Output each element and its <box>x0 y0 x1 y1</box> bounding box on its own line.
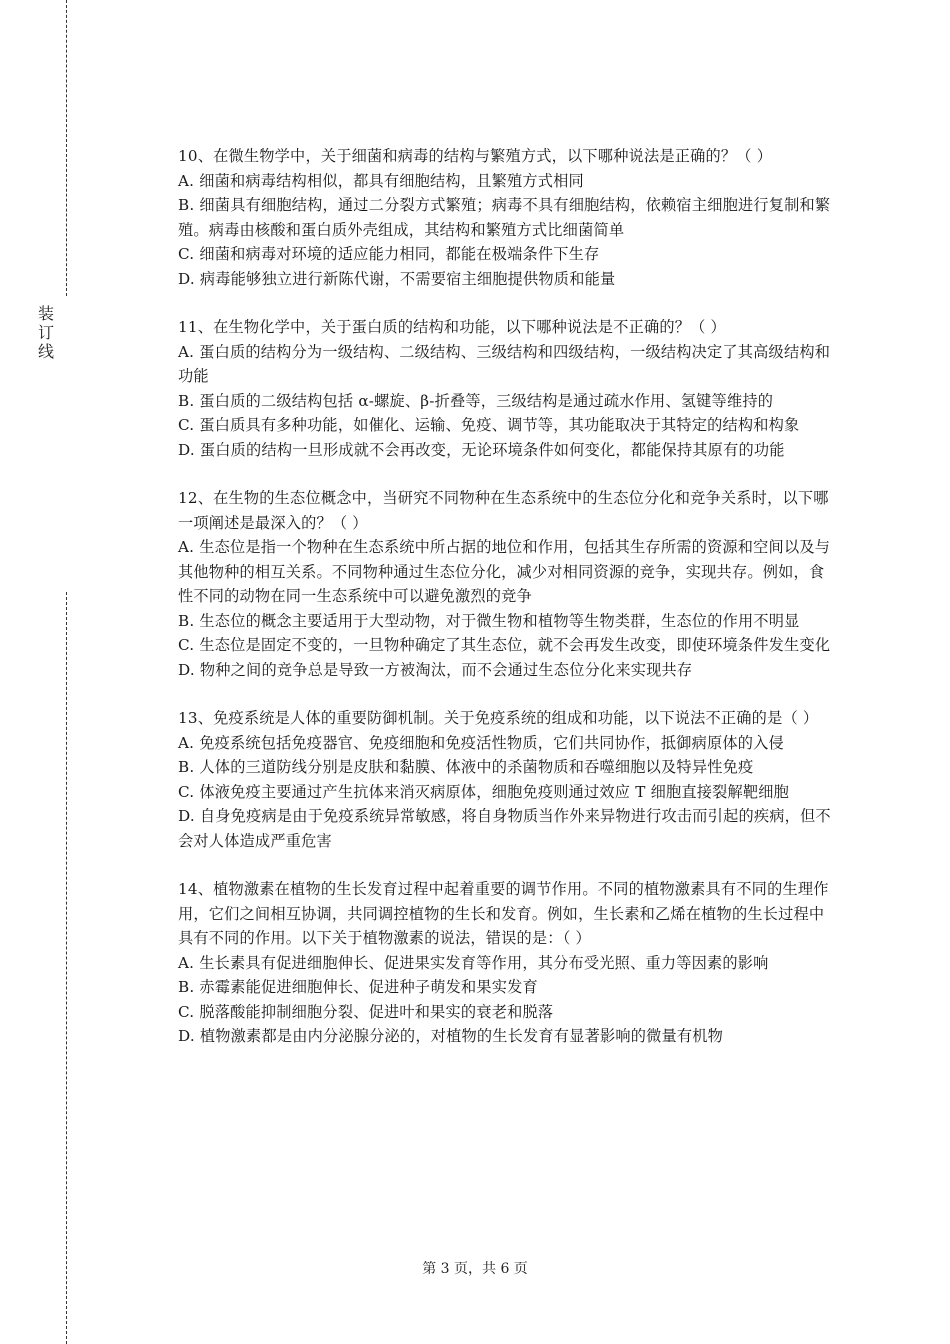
question-13 <box>178 706 838 853</box>
option-b: B. 赤霉素能促进细胞伸长、促进种子萌发和果实发育 <box>178 978 538 996</box>
option-b: B. 蛋白质的二级结构包括 α-螺旋、β-折叠等，三级结构是通过疏水作用、氢键等维持的 <box>178 391 774 410</box>
option-a: A. 细菌和病毒结构相似，都具有细胞结构，且繁殖方式相同 <box>178 171 584 190</box>
question-stem: 10、在微生物学中，关于细菌和病毒的结构与繁殖方式，以下哪种说法是正确的？（ ） <box>178 147 773 165</box>
option-list <box>178 169 838 292</box>
option-a: A. 免疫系统包括免疫器官、免疫细胞和免疫活性物质，它们共同协作，抵御病原体的入侵 <box>178 733 784 752</box>
option-b: B. 人体的三道防线分别是皮肤和黏膜、体液中的杀菌物质和吞噬细胞以及特异性免疫 <box>178 758 754 776</box>
option-list <box>178 535 838 682</box>
option-c: C. 蛋白质具有多种功能，如催化、运输、免疫、调节等，其功能取决于其特定的结构和构象 <box>178 416 800 434</box>
option-c: C. 脱落酸能抑制细胞分裂、促进叶和果实的衰老和脱落 <box>178 1002 554 1021</box>
binding-label-char: 订 <box>37 323 54 342</box>
option-d: D. 物种之间的竞争总是导致一方被淘汰，而不会通过生态位分化来实现共存 <box>178 660 693 679</box>
option-list <box>178 951 838 1049</box>
binding-label <box>36 304 56 361</box>
option-d: D. 植物激素都是由内分泌腺分泌的，对植物的生长发育有显著影响的微量有机物 <box>178 1027 724 1045</box>
question-stem: 13、免疫系统是人体的重要防御机制。关于免疫系统的组成和功能，以下说法不正确的是（ ） <box>178 709 819 727</box>
option-c: C. 生态位是固定不变的，一旦物种确定了其生态位，就不会再发生改变，即使环境条件发生变化 <box>178 636 831 654</box>
option-list <box>178 731 838 854</box>
option-a: A. 生态位是指一个物种在生态系统中所占据的地位和作用，包括其生存所需的资源和空间以及与其他物种的相互关系。不同物种通过生态位分化，减少对相同资源的竞争，实现共存。例如，食性不同的动物在同一生态系统中可以避免激烈的竞争 <box>178 538 831 605</box>
binding-label-char: 装 <box>37 304 54 323</box>
option-d: D. 蛋白质的结构一旦形成就不会再改变，无论环境条件如何变化，都能保持其原有的功能 <box>178 440 785 459</box>
option-b: B. 细菌具有细胞结构，通过二分裂方式繁殖；病毒不具有细胞结构，依赖宿主细胞进行复制和繁殖。病毒由核酸和蛋白质外壳组成，其结构和繁殖方式比细菌简单 <box>178 196 831 239</box>
option-b: B. 生态位的概念主要适用于大型动物，对于微生物和植物等生物类群，生态位的作用不明显 <box>178 611 800 630</box>
page-number: 第 3 页，共 6 页 <box>422 1261 528 1277</box>
option-d: D. 病毒能够独立进行新陈代谢，不需要宿主细胞提供物质和能量 <box>178 269 616 288</box>
question-list <box>178 144 838 1073</box>
binding-label-char: 线 <box>37 342 54 361</box>
question-stem: 12、在生物的生态位概念中，当研究不同物种在生态系统中的生态位分化和竞争关系时，以下哪一项阐述是最深入的？（ ） <box>178 489 829 532</box>
question-11 <box>178 315 838 462</box>
option-list <box>178 340 838 463</box>
binding-line-top <box>66 0 67 296</box>
option-d: D. 自身免疫病是由于免疫系统异常敏感，将自身物质当作外来异物进行攻击而引起的疾病，但不会对人体造成严重危害 <box>178 807 831 850</box>
question-12 <box>178 486 838 682</box>
question-10 <box>178 144 838 291</box>
option-a: A. 生长素具有促进细胞伸长、促进果实发育等作用，其分布受光照、重力等因素的影响 <box>178 953 769 972</box>
option-c: C. 体液免疫主要通过产生抗体来消灭病原体，细胞免疫则通过效应 T 细胞直接裂解靶细胞 <box>178 782 790 801</box>
question-14 <box>178 877 838 1049</box>
question-stem: 11、在生物化学中，关于蛋白质的结构和功能，以下哪种说法是不正确的？（ ） <box>178 318 726 336</box>
question-stem: 14、植物激素在植物的生长发育过程中起着重要的调节作用。不同的植物激素具有不同的生理作用，它们之间相互协调，共同调控植物的生长和发育。例如，生长素和乙烯在植物的生长过程中具有不同的作用。以下关于植物激素的说法，错误的是：（ ） <box>178 880 829 947</box>
binding-line-bottom <box>66 592 67 1344</box>
option-c: C. 细菌和病毒对环境的适应能力相同，都能在极端条件下生存 <box>178 245 600 263</box>
option-a: A. 蛋白质的结构分为一级结构、二级结构、三级结构和四级结构，一级结构决定了其高级结构和功能 <box>178 342 831 385</box>
